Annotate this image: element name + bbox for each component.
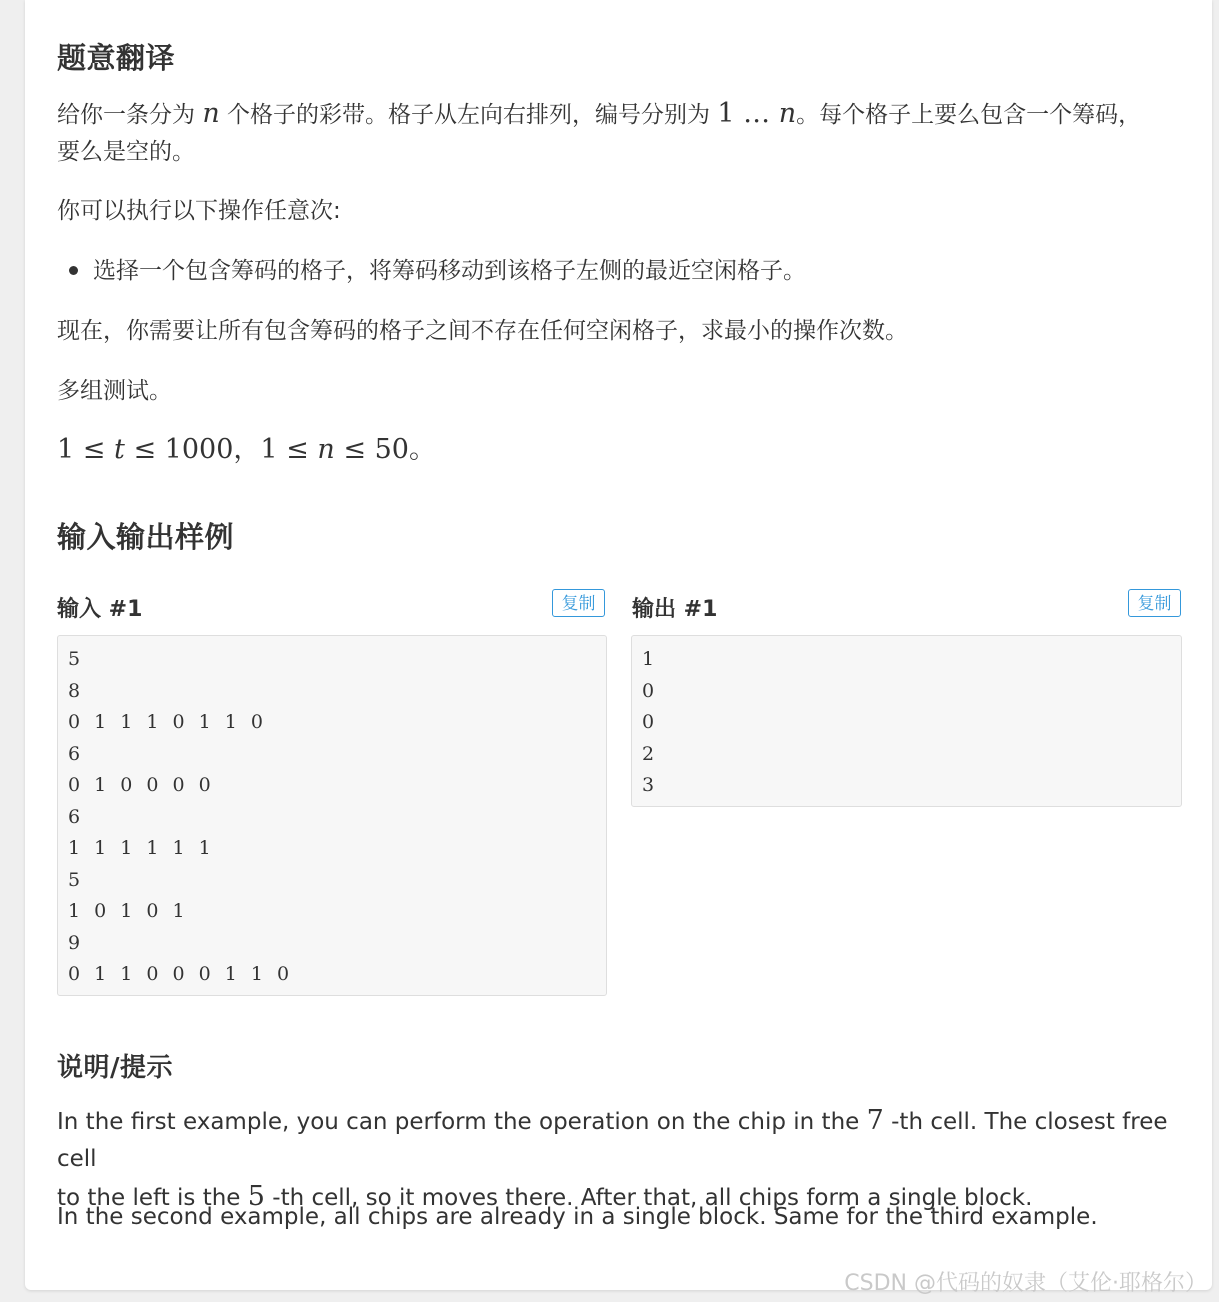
code-line: 0 1 0 0 0 0 xyxy=(68,774,215,796)
code-line: 0 xyxy=(642,711,659,733)
output-codebox xyxy=(631,635,1182,807)
code-line: 9 xyxy=(68,931,85,954)
code-line: 2 xyxy=(642,742,659,765)
samples-heading: 输入输出样例 xyxy=(57,520,235,554)
input-title: 输入 #1 xyxy=(57,597,143,622)
code-line: 0 1 1 1 0 1 1 0 xyxy=(68,711,267,733)
code-line: 5 xyxy=(68,868,85,891)
code-line: 1 1 1 1 1 1 xyxy=(68,837,215,859)
csdn-watermark: CSDN @代码的奴隶（艾伦·耶格尔） xyxy=(844,1271,1207,1296)
translation-paragraph-3: 现在，你需要让所有包含筹码的格子之间不存在任何空闲格子，求最小的操作次数。 xyxy=(57,318,908,344)
code-line: 6 xyxy=(68,805,85,828)
input-codebox xyxy=(57,635,607,996)
translation-paragraph-4: 多组测试。 xyxy=(57,378,172,404)
note-example-1: In the first example, you can perform the operation on the chip in the 7 -th cell. The closest free cell to the left is the 5 -th cell, so it moves there. After that, all chips form a single block. xyxy=(57,1105,1168,1212)
copy-output-button[interactable]: 复制 xyxy=(1128,589,1181,617)
notes-heading: 说明/提示 xyxy=(57,1053,173,1083)
code-line: 6 xyxy=(68,742,85,765)
code-line: 8 xyxy=(68,679,85,702)
note-example-2: In the second example, all chips are already in a single block. Same for the third example. xyxy=(57,1204,1098,1230)
code-line: 5 xyxy=(68,648,85,670)
code-line: 0 xyxy=(642,679,659,702)
copy-input-button[interactable]: 复制 xyxy=(552,589,605,617)
code-line: 1 xyxy=(642,648,659,670)
operation-bullet: 选择一个包含筹码的格子，将筹码移动到该格子左侧的最近空闲格子。 xyxy=(93,258,806,284)
output-title: 输出 #1 xyxy=(632,597,718,622)
code-line: 1 0 1 0 1 xyxy=(68,900,189,922)
translation-paragraph-1: 给你一条分为 n 个格子的彩带。格子从左向右排列，编号分别为 1 … n。每个格子上要么包含一个筹码， 要么是空的。 xyxy=(57,98,1142,165)
code-line: 0 1 1 0 0 0 1 1 0 xyxy=(68,963,294,985)
constraints: 1 ≤ t ≤ 1000，1 ≤ n ≤ 50。 xyxy=(57,434,436,465)
bullet-dot xyxy=(69,266,78,275)
translation-paragraph-2: 你可以执行以下操作任意次: xyxy=(57,198,341,224)
translation-heading: 题意翻译 xyxy=(57,41,176,75)
problem-card xyxy=(25,0,1212,1290)
code-line: 3 xyxy=(642,774,659,796)
